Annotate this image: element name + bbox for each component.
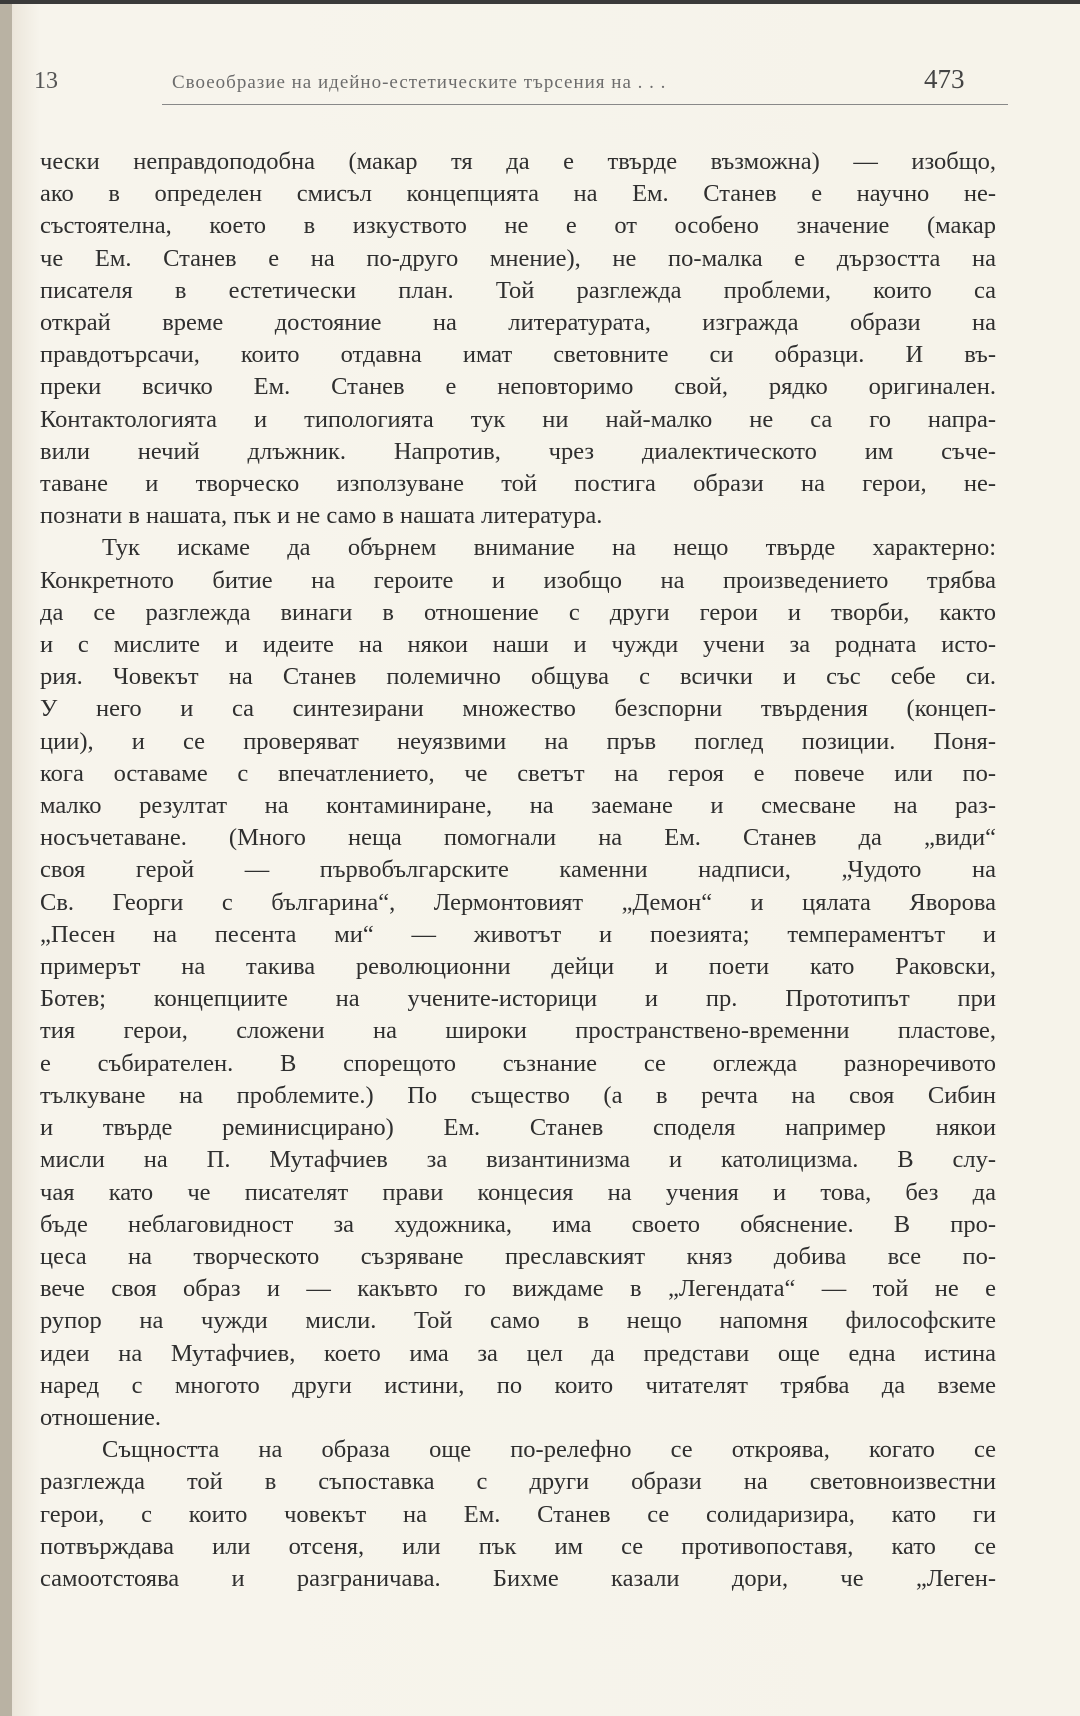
text-line: открай време достояние на литературата, изгражда образи на xyxy=(40,309,996,337)
text-line: наред с многото други истини, по които читателят трябва да вземе xyxy=(40,1371,996,1399)
text-line: Конкретното битие на героите и изобщо на произведението трябва xyxy=(40,566,996,594)
text-line: У него и са синтезирани множество безспорни твърдения (концеп- xyxy=(40,695,996,723)
text-line: правдотърсачи, които отдавна имат световните си образци. И въ- xyxy=(40,341,996,369)
text-line: цеса на творческото съзряване преславският княз добива все по- xyxy=(40,1242,996,1270)
page-top-edge xyxy=(0,0,1080,4)
text-line: Ботев; концепциите на учените-историци и пр. Прототипът при xyxy=(40,985,996,1013)
text-line: герои, с които човекът на Ем. Станев се солидаризира, като ги xyxy=(40,1500,996,1528)
text-line: самоотстоява и разграничава. Бихме казали дори, че „Леген- xyxy=(40,1564,996,1592)
text-line: разглежда той в съпоставка с други образи на световноизвестни xyxy=(40,1468,996,1496)
text-line: тия герои, сложени на широки пространствено-временни пластове, xyxy=(40,1017,996,1045)
paragraph-2 xyxy=(40,532,996,1434)
text-line: малко резултат на контаминиране, на заемане и смесване на раз- xyxy=(40,792,996,820)
text-line: своя герой — първобългарските каменни надписи, „Чудото на xyxy=(40,856,996,884)
text-line: ции), и се проверяват неуязвими на пръв поглед позиции. Поня- xyxy=(40,727,996,755)
header-rule xyxy=(162,104,1008,105)
paragraph-3 xyxy=(40,1434,996,1595)
text-line: Същността на образа още по-релефно се откроява, когато се xyxy=(102,1436,996,1464)
text-line: рупор на чужди мисли. Той само в нещо напомня философските xyxy=(40,1307,996,1335)
text-line: Контактологията и типологията тук ни най-малко не са го напра- xyxy=(40,405,996,433)
text-line: „Песен на песента ми“ — животът и поезията; темпераментът и xyxy=(40,920,996,948)
text-line: бъде неблаговидност за художника, има своето обяснение. В про- xyxy=(40,1210,996,1238)
text-line: и твърде реминисцирано) Ем. Станев споделя например някои xyxy=(40,1114,996,1142)
body-text xyxy=(40,146,996,1595)
text-line: чая като че писателят прави концесия на учения и това, без да xyxy=(40,1178,996,1206)
text-line: мисли на П. Мутафчиев за византинизма и католицизма. В слу- xyxy=(40,1146,996,1174)
section-number: 13 xyxy=(34,68,58,94)
text-line: вили нечий длъжник. Напротив, чрез диалектическото им съче- xyxy=(40,437,996,465)
text-line: Тук искаме да обърнем внимание на нещо твърде характерно: xyxy=(102,534,996,562)
text-line: вече своя образ и — какъвто го виждаме в „Легендата“ — той не е xyxy=(40,1275,996,1303)
text-line: състоятелна, което в изкуството не е от особено значение (макар xyxy=(40,212,996,240)
text-line: идеи на Мутафчиев, което има за цел да представи още една истина xyxy=(40,1339,996,1367)
text-line: преки всичко Ем. Станев е неповторимо свой, рядко оригинален. xyxy=(40,373,996,401)
text-line: Св. Георги с българина“, Лермонтовият „Демон“ и цялата Яворова xyxy=(40,888,996,916)
text-line: таване и творческо използуване той постига образи на герои, не- xyxy=(40,470,996,498)
text-line: потвърждава или отсеня, или пък им се противопоставя, като се xyxy=(40,1532,996,1560)
text-line: писателя в естетически план. Той разглежда проблеми, които са xyxy=(40,276,996,304)
page-number: 473 xyxy=(924,64,965,94)
text-line: ако в определен смисъл концепцията на Ем. Станев е научно не- xyxy=(40,180,996,208)
running-title: Своеобразие на идейно-естетическите търсения на . . . xyxy=(172,72,667,93)
text-line: е събирателен. В спорещото съзнание се оглежда разноречивото xyxy=(40,1049,996,1077)
text-line: кога оставаме с впечатлението, че светът на героя е повече или по- xyxy=(40,759,996,787)
paragraph-1 xyxy=(40,146,996,532)
text-line: тълкуване на проблемите.) По същество (а в речта на своя Сибин xyxy=(40,1081,996,1109)
text-line: носъчетаване. (Много неща помогнали на Ем. Станев да „види“ xyxy=(40,824,996,852)
text-line: познати в нашата, пък и не само в нашата литература. xyxy=(40,502,603,530)
text-line: рия. Човекът на Станев полемично общува с всички и със себе си. xyxy=(40,663,996,691)
text-line: и с мислите и идеите на някои наши и чужди учени за родната исто- xyxy=(40,631,996,659)
running-header xyxy=(34,64,980,104)
text-line: отношение. xyxy=(40,1403,161,1431)
book-spine-shadow xyxy=(0,0,12,1716)
text-line: чески неправдоподобна (макар тя да е твърде възможна) — изобщо, xyxy=(40,148,996,175)
text-line: примерът на такива революционни дейци и поети като Раковски, xyxy=(40,953,996,981)
text-line: да се разглежда винаги в отношение с други герои и творби, както xyxy=(40,598,996,626)
text-line: че Ем. Станев е на по-друго мнение), не по-малка е дързостта на xyxy=(40,244,996,272)
